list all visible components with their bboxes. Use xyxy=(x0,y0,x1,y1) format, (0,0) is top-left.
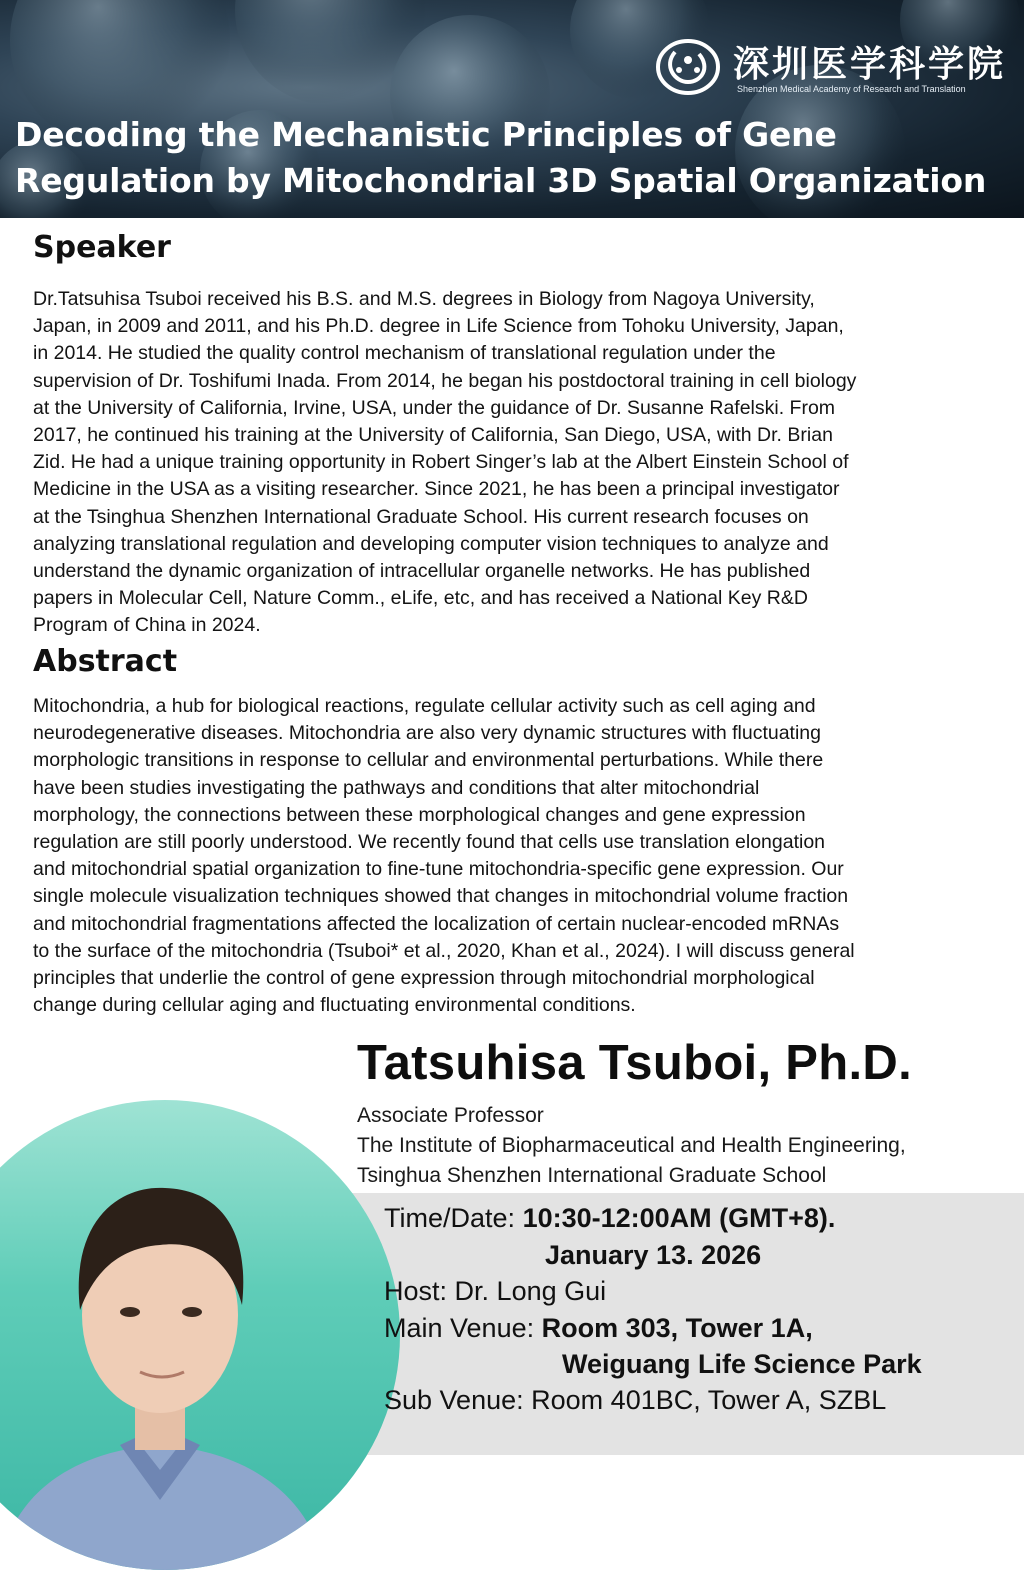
bio-line: Zid. He had a unique training opportunity in Robert Singer’s lab at the Albert Einstein School of xyxy=(33,451,849,474)
abstract-line: and mitochondrial spatial organization to fine-tune mitochondria-specific gene expression. Our xyxy=(33,858,844,881)
main-venue-row-2 xyxy=(562,1349,922,1380)
header-banner xyxy=(0,0,1024,218)
sub-venue-label: Sub Venue: xyxy=(384,1385,524,1415)
academy-emblem-icon xyxy=(655,38,721,96)
bio-line: understand the dynamic organization of intracellular organelle networks. He has published xyxy=(33,560,811,583)
speaker-bio xyxy=(33,286,993,640)
talk-title-line-2: Regulation by Mitochondrial 3D Spatial Organization xyxy=(15,161,987,200)
talk-title-line-1: Decoding the Mechanistic Principles of Gene xyxy=(15,115,837,154)
abstract-line: to the surface of the mitochondria (Tsuboi* et al., 2020, Khan et al., 2024). I will discuss general xyxy=(33,939,855,962)
speaker-portrait-illustration xyxy=(0,1100,400,1570)
time-row xyxy=(384,1203,835,1234)
bio-line: supervision of Dr. Toshifumi Inada. From 2014, he began his postdoctoral training in cell biology xyxy=(33,369,857,392)
host-label: Host: xyxy=(384,1276,448,1306)
main-venue-label: Main Venue: xyxy=(384,1313,535,1343)
host-row xyxy=(384,1276,606,1307)
abstract-line: principles that underlie the control of gene expression through mitochondrial morphological xyxy=(33,967,815,990)
abstract-line: and mitochondrial fragmentations affected the localization of certain nuclear-encoded mRNAs xyxy=(33,912,840,935)
abstract-line: have been studies investigating the pathways and conditions that alter mitochondrial xyxy=(33,776,760,799)
bio-line: at the University of California, Irvine, USA, under the guidance of Dr. Susanne Rafelski. From xyxy=(33,396,836,419)
bio-line: analyzing translational regulation and developing computer vision techniques to analyze and xyxy=(33,532,829,555)
sub-venue-value: Room 401BC, Tower A, SZBL xyxy=(531,1385,887,1415)
date-row xyxy=(545,1240,761,1271)
bio-line: 2017, he continued his training at the University of California, San Diego, USA, with Dr. Brian xyxy=(33,424,833,447)
speaker-heading: Speaker xyxy=(33,230,171,265)
speaker-affiliation-line-1: The Institute of Biopharmaceutical and Health Engineering, xyxy=(357,1134,906,1157)
academy-logo xyxy=(655,36,1007,98)
logo-english-name: Shenzhen Medical Academy of Research and Translation xyxy=(737,84,966,94)
bio-line: at the Tsinghua Shenzhen International Graduate School. His current research focuses on xyxy=(33,505,809,528)
abstract-line: change during cellular aging and fluctuating environmental conditions. xyxy=(33,994,636,1017)
bio-line: in 2014. He studied the quality control mechanism of translational regulation under the xyxy=(33,342,776,365)
bio-line: Dr.Tatsuhisa Tsuboi received his B.S. and M.S. degrees in Biology from Nagoya University, xyxy=(33,288,815,310)
abstract-line: morphology, the connections between these morphological changes and gene expression xyxy=(33,803,806,826)
sub-venue-row xyxy=(384,1385,886,1416)
abstract-line: neurodegenerative diseases. Mitochondria are also very dynamic structures with fluctuating xyxy=(33,722,821,745)
main-venue-value-line-1: Room 303, Tower 1A, xyxy=(541,1313,813,1343)
abstract-line: morphologic transitions in response to cellular and environmental perturbations. While there xyxy=(33,749,824,772)
bio-line: Program of China in 2024. xyxy=(33,614,261,637)
speaker-name: Tatsuhisa Tsuboi, Ph.D. xyxy=(357,1036,913,1090)
abstract-heading: Abstract xyxy=(33,644,178,679)
time-label: Time/Date: xyxy=(384,1203,516,1233)
bio-line: Medicine in the USA as a visiting researcher. Since 2021, he has been a principal investigator xyxy=(33,478,840,501)
talk-title xyxy=(15,112,1020,204)
speaker-affiliation-line-2: Tsinghua Shenzhen International Graduate School xyxy=(357,1164,827,1187)
abstract-line: single molecule visualization techniques showed that changes in mitochondrial volume fraction xyxy=(33,885,849,908)
time-value: 10:30-12:00AM (GMT+8). xyxy=(522,1203,836,1233)
abstract-line: regulation are still poorly understood. We recently found that cells use translation elongation xyxy=(33,831,826,854)
speaker-photo xyxy=(0,1100,400,1570)
main-venue-row xyxy=(384,1313,813,1344)
date-value: January 13. 2026 xyxy=(545,1240,762,1270)
bio-line: papers in Molecular Cell, Nature Comm., eLife, etc, and has received a National Key R&D xyxy=(33,587,808,610)
abstract-line: Mitochondria, a hub for biological reactions, regulate cellular activity such as cell aging and xyxy=(33,695,816,717)
main-venue-value-line-2: Weiguang Life Science Park xyxy=(562,1349,922,1379)
logo-chinese-name: 深圳医学科学院 xyxy=(733,43,1007,85)
bio-line: Japan, in 2009 and 2011, and his Ph.D. degree in Life Science from Tohoku University, Japan, xyxy=(33,315,844,338)
speaker-position: Associate Professor xyxy=(357,1104,544,1127)
host-value: Dr. Long Gui xyxy=(454,1276,607,1306)
abstract-text xyxy=(33,693,993,1019)
